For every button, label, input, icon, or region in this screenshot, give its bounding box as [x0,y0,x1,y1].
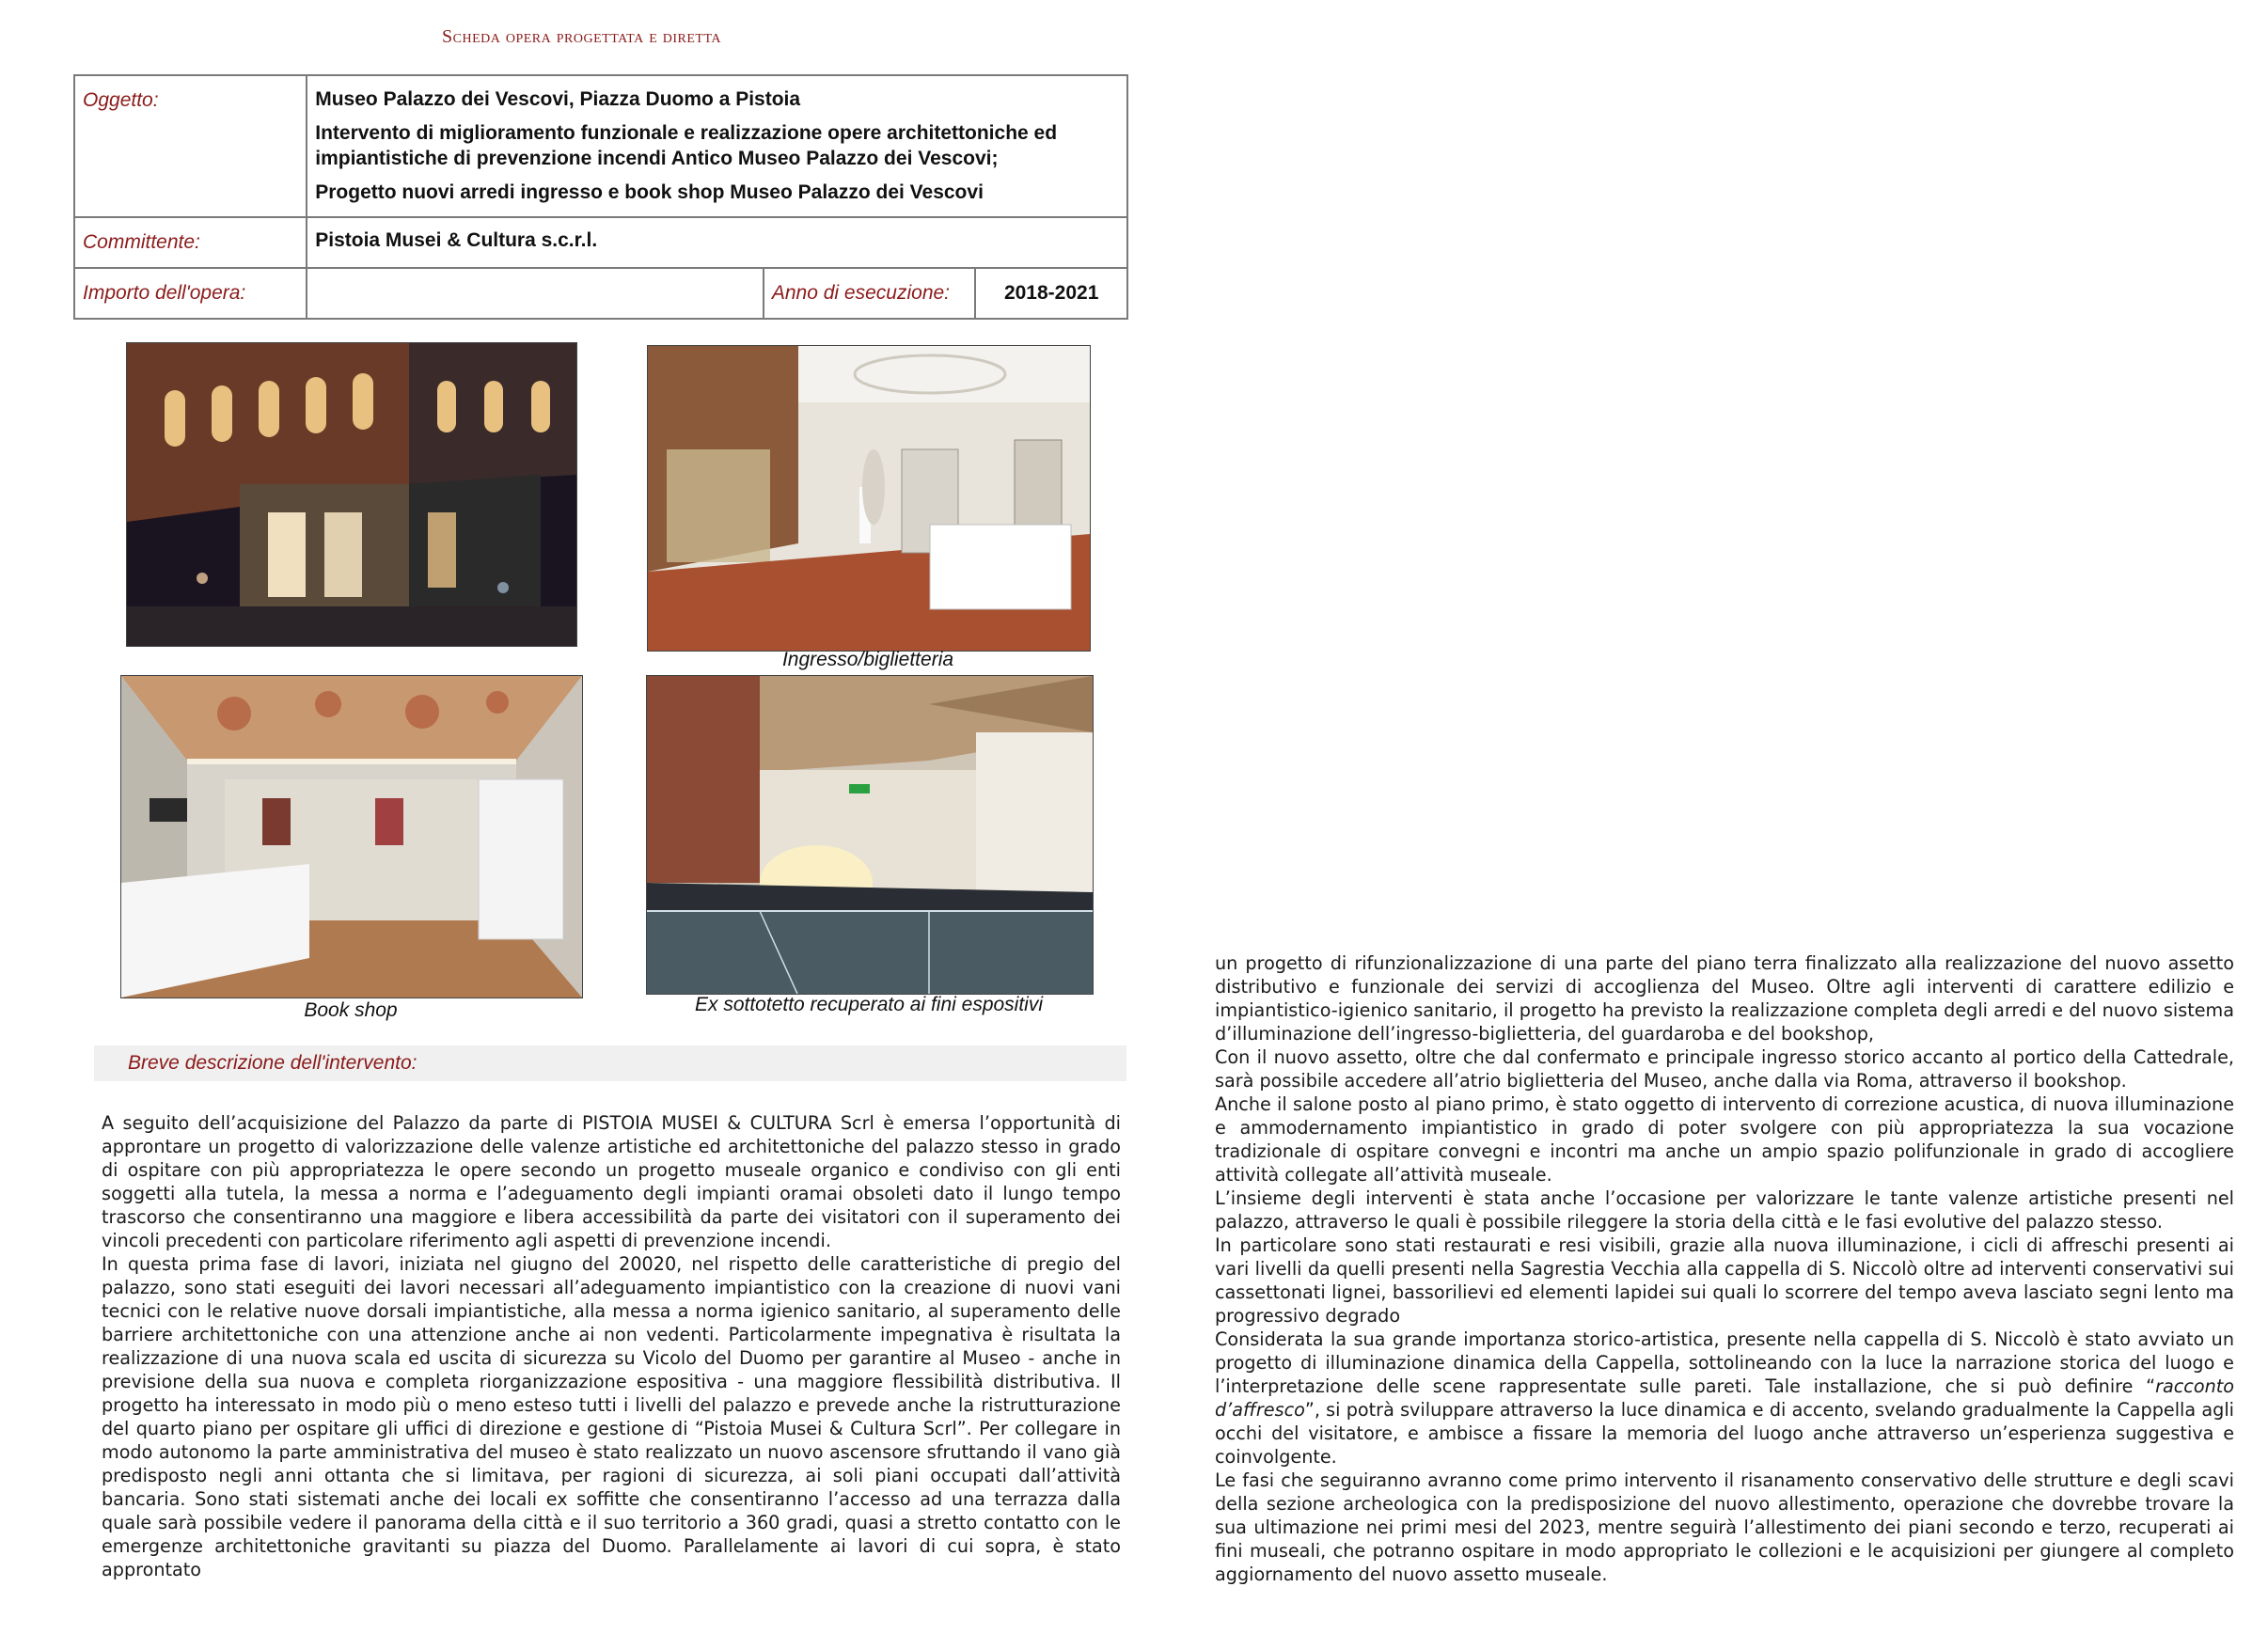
info-table [73,74,1128,320]
description-right-paragraph-1: un progetto di rifunzionalizzazione di una parte del piano terra finalizzato alla realizzazione del nuovo assetto distributivo e funzionale dei servizi di accoglienza del Museo. Oltre agli interventi di carattere edilizio e impiantistico-igienico sanitario, il progetto ha previsto la realizzazione completa degli arredi e del nuovo sistema d’illuminazione dell’ingresso-biglietteria, del guardaroba e del bookshop, [1215,952,2234,1045]
oggetto-line-3: Progetto nuovi arredi ingresso e book shop Museo Palazzo dei Vescovi [315,181,984,203]
oggetto-label: Oggetto: [74,75,307,217]
description-right-paragraph-3: Anche il salone posto al piano primo, è stato oggetto di intervento di correzione acustica, di nuova illuminazione e ammodernamento impiantistico in grado di poter svolgere con più appropriatezza la sua vocazione tradizionale di ospitare convegni e incontri ma anche un ampio spazio polifunzionale in grado di accogliere attività collegate all’attività museale. [1215,1093,2234,1186]
oggetto-row [74,75,1127,217]
importo-row [74,268,1127,319]
description-title: Breve descrizione dell'intervento: [128,1052,417,1074]
description-right-paragraph-7: Le fasi che seguiranno avranno come primo intervento il risanamento conservativo delle strutture e degli scavi della sezione archeologica con la predisposizione del nuovo allestimento, operazione che dovrebbe trovare la sua ultimazione nei primi mesi del 2023, mentre seguirà l’allestimento dei piani secondo e terzo, recuperati ai fini museali, che potranno ospitare in modo appropriato le collezioni e le acquisizioni per giungere al completo aggiornamento del nuovo assetto museale. [1215,1469,2234,1585]
description-right-paragraph-6 [1215,1328,2234,1469]
caption-ingresso: Ingresso/biglietteria [781,649,954,670]
anno-label: Anno di esecuzione: [764,268,975,319]
oggetto-line-1: Museo Palazzo dei Vescovi, Piazza Duomo a Pistoia [315,88,801,110]
description-left-paragraph-2: In questa prima fase di lavori, iniziata nel giugno del 20020, nel rispetto delle caratteristiche di pregio del palazzo, sono stati eseguiti dei lavori necessari all’adeguamento impiantistico con la creazione di nuovi vani tecnici con le relative nuove dorsali impiantistiche, alla messa a norma igienico sanitario, al superamento delle barriere architettoniche con una attenzione anche ai non vedenti. Particolarmente impegnativa è risultata la realizzazione di una nuova scala ed uscita di sicurezza su Vicolo del Duomo per garantire al Museo - anche in previsione della sua nuova e completa riorganizzazione espositiva - una maggiore flessibilità distributiva. Il progetto ha interessato in modo più o meno esteso tutti i livelli del palazzo e prevede anche la ristrutturazione del quarto piano per ospitare gli uffici di direzione e gestione di “Pistoia Musei & Cultura Scrl”. Per collegare in modo autonomo la parte amministrativa del museo è stato realizzato un nuovo ascensore sfruttando il vano già predisposto negli anni ottanta che si limitava, per ragioni di sicurezza, ai soli piani occupati dall’attività bancaria. Sono stati sistemati anche dei locali ex soffitte che consentiranno l’accesso ad una terrazza dalla quale sarà possibile vedere il panorama della città e il suo territorio a 360 gradi, quasi a stretto contatto con le emergenze architettoniche gravitanti su piazza del Duomo. Parallelamente ai lavori di cui sopra, è stato approntato [102,1253,1121,1580]
description-right-paragraph-4: L’insieme degli interventi è stata anche l’occasione per valorizzare le tante valenze artistiche presenti nel palazzo, attraverso le quali è possibile rileggere la storia della città e le fasi evolutive del palazzo stesso. [1215,1187,2234,1233]
caption-bookshop: Book shop [304,999,398,1021]
committente-value: Pistoia Musei & Cultura s.c.r.l. [307,217,1127,268]
photo-ingresso [647,345,1091,652]
description-right-column [1215,951,2234,1586]
description-right-paragraph-2: Con il nuovo assetto, oltre che dal confermato e principale ingresso storico accanto al portico della Cattedrale, sarà possibile accedere all’atrio biglietteria del Museo, anche dalla via Roma, attraverso il bookshop. [1215,1046,2234,1092]
description-left-paragraph-1: A seguito dell’acquisizione del Palazzo da parte di PISTOIA MUSEI & CULTURA Scrl è emersa l’opportunità di approntare un progetto di valorizzazione delle valenze artistiche ed architettoniche del palazzo stesso in grado di ospitare con più appropriatezza le opere secondo un progetto museale organico e condiviso con gli enti soggetti alla tutela, la messa a norma e l’adeguamento degli impianti oramai obsoleti dato il lungo tempo trascorso che consentiranno una maggiore e libera accessibilità da parte dei visitatori con il superamento dei vincoli precedenti con particolare riferimento agli aspetti di prevenzione incendi. [102,1112,1121,1251]
oggetto-line-2: Intervento di miglioramento funzionale e realizzazione opere architettoniche ed impiantistiche di prevenzione incendi Antico Museo Palazzo dei Vescovi; [315,122,1058,169]
photo-bookshop [120,675,583,998]
committente-row [74,217,1127,268]
photo-exterior-night [126,342,577,647]
importo-value [307,268,764,319]
racconto-affresco-emphasis: racconto d’affresco [1215,1375,2234,1421]
paragraph-6-text-b: ”, si potrà sviluppare attraverso la luce dinamica e di accento, svelando gradualmente la Cappella agli occhi del visitatore, e ambisce a fissare la memoria del luogo anche attraverso un’esperienza suggestiva e coinvolgente. [1215,1399,2234,1468]
caption-sottotetto: Ex sottotetto recuperato ai fini espositivi [694,994,1044,1015]
committente-label: Committente: [74,217,307,268]
importo-label: Importo dell'opera: [74,268,307,319]
page-title: Scheda opera progettata e diretta [442,26,722,47]
photo-sottotetto [646,675,1094,995]
description-right-paragraph-5: In particolare sono stati restaurati e resi visibili, grazie alla nuova illuminazione, i cicli di affreschi presenti ai vari livelli da quelli presenti nella Sagrestia Vecchia alla cappella di S. Niccolò oltre ad interventi conservativi sui cassettonati lignei, bassorilievi ed elementi lapidei sui quali lo scorrere del tempo aveva lasciato segni lento ma progressivo degrado [1215,1234,2234,1327]
description-left-column [102,1111,1121,1581]
oggetto-value [307,75,1127,217]
paragraph-6-text-a: Considerata la sua grande importanza storico-artistica, presente nella cappella di S. Niccolò è stato avviato un progetto di illuminazione dinamica della Cappella, sottolineando con la luce la narrazione storica del luogo e l’interpretazione delle scene rappresentate sulle pareti. Tale installazione, che si può definire “ [1215,1328,2234,1397]
description-header [94,1045,1126,1081]
anno-value: 2018-2021 [975,268,1127,319]
